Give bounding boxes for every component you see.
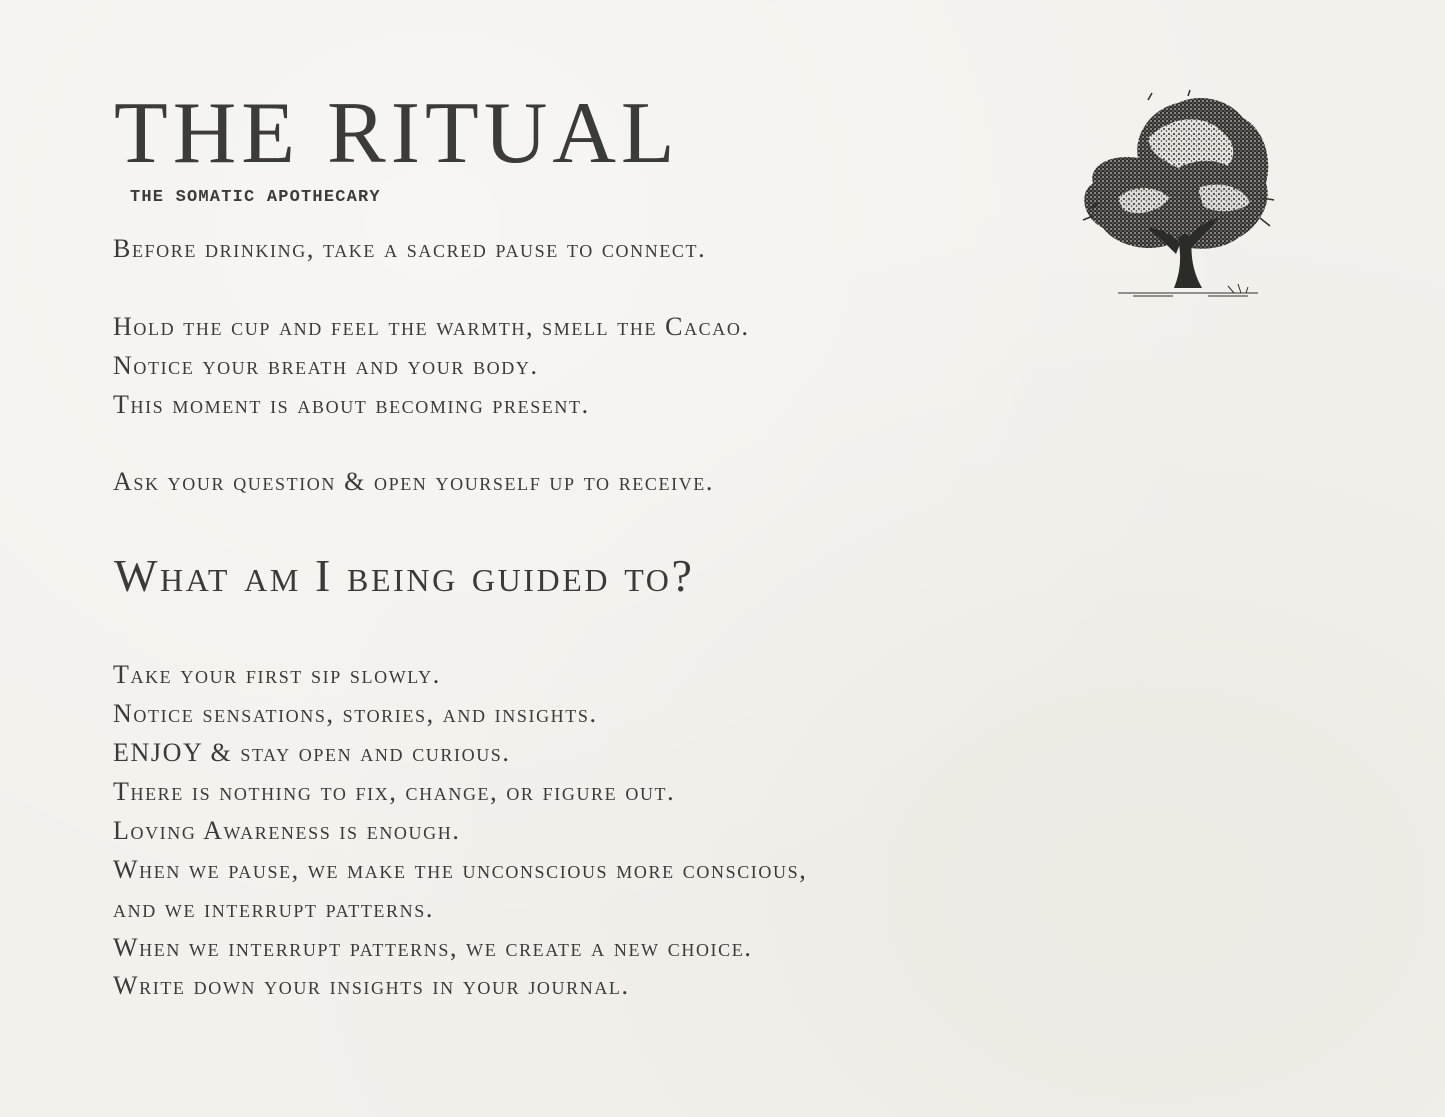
intro-line: Hold the cup and feel the warmth, smell the Cacao. <box>113 312 750 341</box>
intro-line: Before drinking, take a sacred pause to connect. <box>113 234 707 263</box>
guiding-question: What am I being guided to? <box>114 550 695 601</box>
ritual-step: ENJOY & stay open and curious. <box>113 738 511 767</box>
page-title: THE RITUAL <box>114 85 680 182</box>
ritual-step: When we interrupt patterns, we create a new choice. <box>113 933 753 962</box>
brand-subtitle: THE SOMATIC APOTHECARY <box>130 188 381 207</box>
ritual-step: and we interrupt patterns. <box>113 894 434 923</box>
intro-line: Ask your question & open yourself up to receive. <box>113 467 714 496</box>
intro-line: Notice your breath and your body. <box>113 351 539 380</box>
ritual-step: Notice sensations, stories, and insights. <box>113 699 598 728</box>
ritual-step: There is nothing to fix, change, or figure out. <box>113 777 676 806</box>
intro-line: This moment is about becoming present. <box>113 390 590 419</box>
tree-icon <box>1078 88 1278 308</box>
ritual-step: Write down your insights in your journal. <box>113 971 630 1000</box>
ritual-step: Take your first sip slowly. <box>113 660 441 689</box>
ritual-step: Loving Awareness is enough. <box>113 816 461 845</box>
ritual-step: When we pause, we make the unconscious more conscious, <box>113 855 808 884</box>
